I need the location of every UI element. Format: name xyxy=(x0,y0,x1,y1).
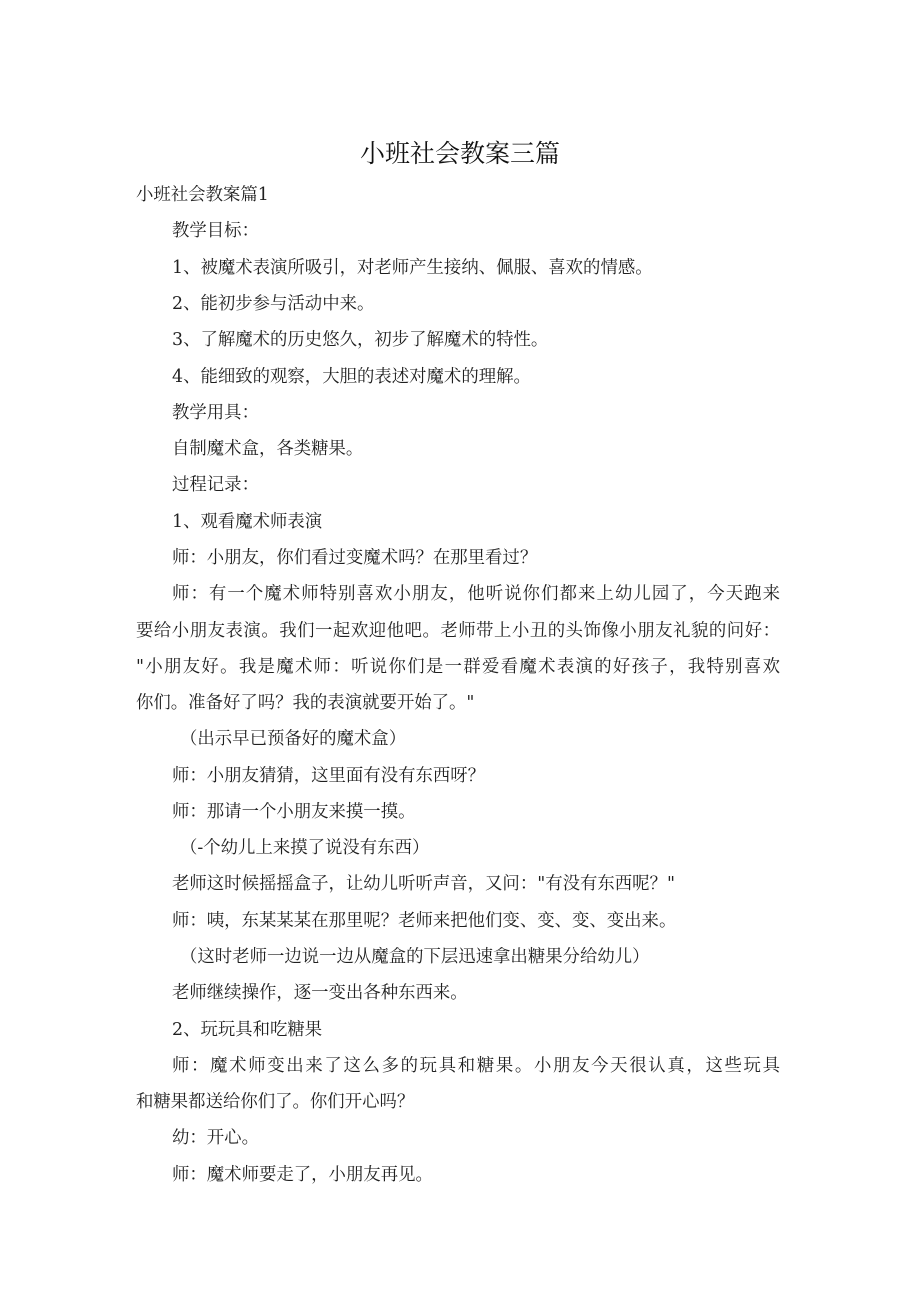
paragraph-line: 自制魔术盒，各类糖果。 xyxy=(172,439,364,459)
paragraph-line: 老师这时候摇摇盒子，让幼儿听听声音，又问："有没有东西呢？" xyxy=(172,874,675,894)
paragraph-line: 要给小朋友表演。我们一起欢迎他吧。老师带上小丑的头饰像小朋友礼貌的问好： xyxy=(136,621,780,641)
paragraph-line: 教学用具： xyxy=(172,403,259,423)
paragraph-line: （出示早已预备好的魔术盒） xyxy=(180,729,407,749)
paragraph-line: （-个幼儿上来摸了说没有东西） xyxy=(180,838,430,858)
paragraph-line: （这时老师一边说一边从魔盒的下层迅速拿出糖果分给幼儿） xyxy=(180,947,650,967)
objective-item: 4、能细致的观察，大胆的表述对魔术的理解。 xyxy=(172,367,531,387)
paragraph-line: 你们。准备好了吗？我的表演就要开始了。" xyxy=(136,693,475,713)
paragraph-line: 和糖果都送给你们了。你们开心吗？ xyxy=(136,1092,415,1112)
paragraph-line: 师：小朋友猜猜，这里面有没有东西呀？ xyxy=(172,766,486,786)
objective-item: 3、了解魔术的历史悠久，初步了解魔术的特性。 xyxy=(172,330,549,350)
step-heading: 2、玩玩具和吃糖果 xyxy=(172,1020,323,1040)
objective-item: 1、被魔术表演所吸引，对老师产生接纳、佩服、喜欢的情感。 xyxy=(172,258,653,278)
section-heading: 小班社会教案篇1 xyxy=(136,185,269,205)
paragraph-line: "小朋友好。我是魔术师：听说你们是一群爱看魔术表演的好孩子，我特别喜欢 xyxy=(136,657,780,677)
paragraph-line: 师：魔术师要走了，小朋友再见。 xyxy=(172,1165,433,1185)
paragraph-line: 师：那请一个小朋友来摸一摸。 xyxy=(172,802,416,822)
paragraph-line: 师：小朋友，你们看过变魔术吗？在那里看过？ xyxy=(172,548,538,568)
paragraph-line: 师：魔术师变出来了这么多的玩具和糖果。小朋友今天很认真，这些玩具 xyxy=(172,1056,780,1076)
paragraph-line: 老师继续操作，逐一变出各种东西来。 xyxy=(172,983,468,1003)
paragraph-line: 过程记录： xyxy=(172,475,259,495)
objective-item: 2、能初步参与活动中来。 xyxy=(172,294,375,314)
paragraph-line: 师：咦，东某某某在那里呢？老师来把他们变、变、变、变出来。 xyxy=(172,911,677,931)
paragraph-line: 师：有一个魔术师特别喜欢小朋友，他听说你们都来上幼儿园了，今天跑来 xyxy=(172,584,780,604)
step-heading: 1、观看魔术师表演 xyxy=(172,512,323,532)
paragraph-line: 幼：开心。 xyxy=(172,1128,259,1148)
paragraph-line: 教学目标： xyxy=(172,221,259,241)
document-title: 小班社会教案三篇 xyxy=(359,139,560,168)
